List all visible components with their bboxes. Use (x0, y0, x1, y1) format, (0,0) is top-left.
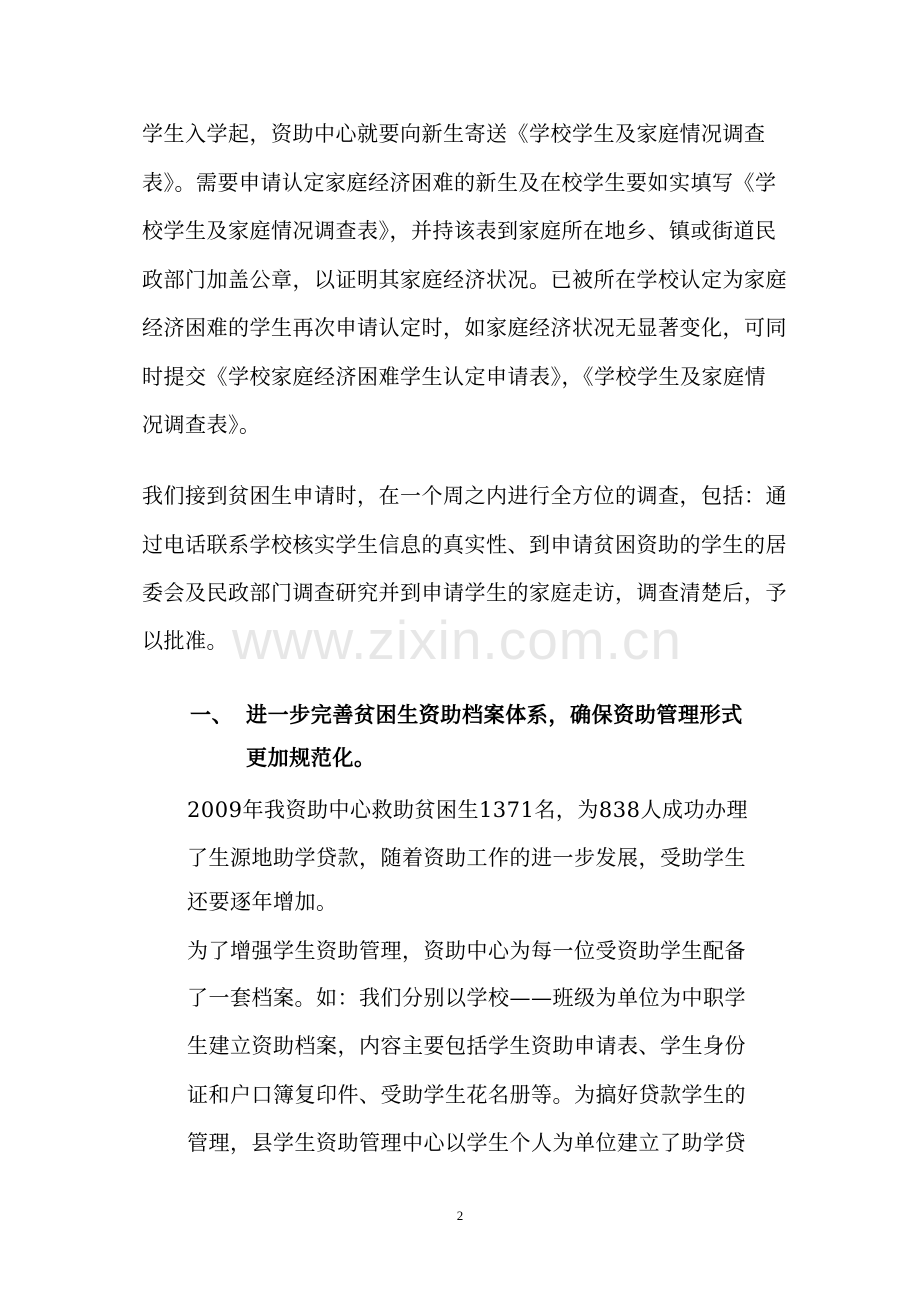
paragraph-line: 表》。需要申请认定家庭经济困难的新生及在校学生要如实填写《学 (142, 171, 777, 195)
paragraph-line: 以批准。 (142, 629, 228, 653)
section-number: 一、 (190, 703, 234, 727)
section-title-line: 进一步完善贫困生资助档案体系，确保资助管理形式 (246, 703, 743, 727)
paragraph-line: 证和户口簿复印件、受助学生花名册等。为搞好贷款学生的 (187, 1083, 746, 1107)
paragraph-line: 学生入学起，资助中心就要向新生寄送《学校学生及家庭情况调查 (142, 122, 766, 146)
watermark: www.zixin.com.cn (232, 609, 682, 671)
paragraph-line: 委会及民政部门调查研究并到申请学生的家庭走访，调查清楚后，予 (142, 581, 787, 605)
paragraph-line: 生建立资助档案，内容主要包括学生资助申请表、学生身份 (187, 1034, 746, 1058)
paragraph-line: 校学生及家庭情况调查表》，并持该表到家庭所在地乡、镇或街道民 (142, 219, 777, 243)
paragraph-line: 政部门加盖公章，以证明其家庭经济状况。已被所在学校认定为家庭 (142, 268, 787, 292)
paragraph-line: 2009年我资助中心救助贫困生1371名，为838人成功办理 (187, 798, 748, 822)
paragraph-line: 管理，县学生资助管理中心以学生个人为单位建立了助学贷 (187, 1131, 746, 1155)
paragraph-line: 还要逐年增加。 (187, 890, 338, 914)
paragraph-line: 为了增强学生资助管理，资助中心为每一位受资助学生配备 (187, 939, 746, 963)
paragraph-line: 了生源地助学贷款，随着资助工作的进一步发展，受助学生 (187, 846, 746, 870)
page-number: 2 (456, 1208, 464, 1223)
section-title-line: 更加规范化。 (246, 746, 376, 770)
paragraph-line: 况调查表》。 (142, 413, 261, 437)
paragraph-line: 我们接到贫困生申请时，在一个周之内进行全方位的调查，包括：通 (142, 484, 787, 508)
paragraph-line: 过电话联系学校核实学生信息的真实性、到申请贫困资助的学生的居 (142, 533, 787, 557)
paragraph-line: 经济困难的学生再次申请认定时，如家庭经济状况无显著变化，可同 (142, 316, 787, 340)
paragraph-line: 了一套档案。如：我们分别以学校——班级为单位为中职学 (187, 986, 746, 1010)
paragraph-line: 时提交《学校家庭经济困难学生认定申请表》，《学校学生及家庭情 (142, 365, 766, 389)
